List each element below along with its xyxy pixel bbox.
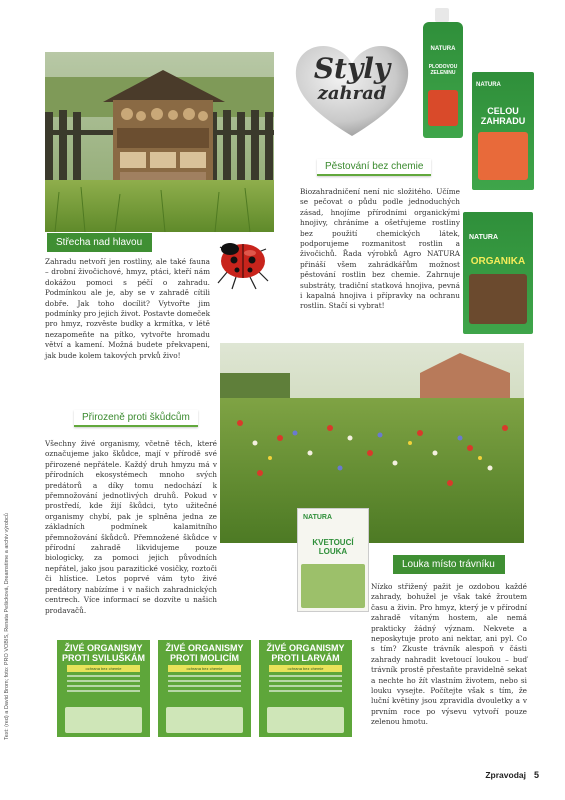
photo-credit-text: Text: (red) a David Brom; foto: PRO VOBIS, Renata Pešicková, Dreamstime a archiv výrobců [4, 513, 10, 740]
ladybug-image [210, 233, 276, 293]
live-organisms-packs [57, 640, 352, 737]
styles-title [292, 54, 412, 104]
pack-feature-lines [162, 675, 247, 692]
pack-feature-lines [61, 675, 146, 692]
seeds-label: KVETOUCÍ LOUKA [312, 538, 354, 556]
bag2-soil-image [469, 274, 527, 324]
product-bag-celou-zahradu [472, 72, 534, 190]
seeds-flowers-image [301, 564, 365, 608]
styles-title-line2: zahrad [317, 83, 387, 104]
styles-title-badge [292, 40, 412, 140]
magazine-name: Zpravodaj [485, 770, 526, 780]
page-number: 5 [533, 770, 539, 780]
pack-image [166, 707, 243, 733]
pack-whiteflies [158, 640, 251, 737]
enemies-heading: Přirozeně proti škůdcům [74, 410, 198, 427]
bottle-tomato-image [428, 90, 458, 126]
pack-image [65, 707, 142, 733]
bag1-brand: NATURA [476, 82, 501, 88]
pack-title: ŽIVÉ ORGANISMY PROTI MOLICÍM [165, 643, 244, 663]
roof-heading: Střecha nad hlavou [47, 233, 152, 252]
chemfree-body: Biozahradničení není nic složitého. Učíme se pečovat o půdu podle jednoduchých zásad, hnojíme přírodními organickými hnojivy, chráníme a ošetřujeme rostliny bez použití chemických látek, podporujeme rozmanitost rostlin a živočichů. Řada výrobků Agro NATURA přináší všem zahrádkářům možnost pěstování rostlin bez chemie. Zahrnuje substráty, tradiční statková hnojiva, pevná i kapalná hnojiva i přípravky na ochranu rostlin. Stačí si vybrat! [300, 187, 460, 311]
product-bag-organika [463, 212, 533, 334]
bottle-label: PLODOVOU ZELENINU [428, 64, 458, 76]
meadow-body: Nízko střižený pažit je ozdobou každé zahrady, bohužel je však také žroutem času a živin. Pro hmyz, který je v přírodní zahradě vítaným hostem, ale nemá prakticky žádný význam. Nekvete a neposkytuje proto ani nektar, ani pyl. Co s tím? Zkuste trávník alespoň v části zahrady nahradit kvetoucí loukou – buď trávník prostě přestaňte pravidelně sekat a nechte ho žít vlastním životem, nebo si louku vysejte. Počítejte však s tím, že luční květiny jsou zpravidla dvouletky a v prvním roce po výsevu vytvoří pouze zelenou hmotu. [371, 582, 527, 727]
photo-credit [4, 490, 18, 740]
insect-hotel-photo [45, 52, 274, 232]
meadow-heading: Louka místo trávníku [393, 555, 505, 574]
ladybug-icon [210, 233, 276, 293]
roof-body: Zahradu netvoří jen rostliny, ale také fauna – drobní živočichové, hmyz, ptáci, kteří nám dokážou pomoci s péčí o zahradu. Podmínkou ale je, aby se v zahradě cítili dobře. Jak toho docílit? Vytvořte jim podmínky pro jejich život. Postavte domeček pro hmyz, rozvěste budky a krmítka, v létě nezapomeňte na pítko, vytvořte hromadu větví a kamení. Možná budete překvapeni, jak bude kolem takových prvků živo! [45, 257, 210, 360]
pack-feature-lines [263, 675, 348, 692]
enemies-body: Všechny živé organismy, včetně těch, které označujeme jako škůdce, mají v přírodě své přirozené nepřátele. Každý druh hmyzu má v přírodních ekosystémech mnoho svých predátorů a díky tomu nedochází k přemnožování jednotlivých druhů. Pokud v prostředí, kde žijí škůdci, tyto užitečné organismy chybí, pak je splněna jedna ze základních podmínek kalamitního přemnožování škůdců. Přemnožené škůdce v přírodní zahradě likvidujeme pouze biologicky, za pomoci jejich původních nepřátel, jako jsou parazitické vosičky, roztoči či hlístice. Letos poprvé vám tyto živé predátory nabízíme i v našich zahradnických centrech. Více informací se dozvíte u našich prodavačů. [45, 439, 217, 615]
page-footer [485, 770, 539, 780]
product-seeds-kvetouci-louka [297, 508, 369, 612]
bag1-label: CELOU ZAHRADU [480, 106, 526, 126]
pack-subtitle: ochrana bez chemie [269, 665, 342, 672]
bag2-label: ORGANIKA [470, 256, 526, 267]
bag1-flowers-image [478, 132, 528, 180]
pack-title: ŽIVÉ ORGANISMY PROTI LARVÁM [266, 643, 345, 663]
seeds-brand: NATURA [303, 514, 333, 521]
pack-image [267, 707, 344, 733]
pack-subtitle: ochrana bez chemie [67, 665, 140, 672]
insect-hotel-illustration [45, 52, 274, 232]
product-bottle [420, 8, 466, 138]
bottle-cap [435, 8, 449, 22]
bag2-brand: NATURA [469, 234, 499, 241]
pack-subtitle: ochrana bez chemie [168, 665, 241, 672]
chemfree-heading: Pěstování bez chemie [317, 159, 431, 176]
bottle-brand: NATURA [430, 46, 456, 52]
meadow-photo [220, 343, 524, 543]
pack-larvae [259, 640, 352, 737]
pack-title: ŽIVÉ ORGANISMY PROTI SVILUŠKÁM [61, 643, 145, 663]
meadow-illustration [220, 343, 524, 543]
pack-spider-mites [57, 640, 150, 737]
styles-title-line1: Styly [313, 52, 391, 85]
